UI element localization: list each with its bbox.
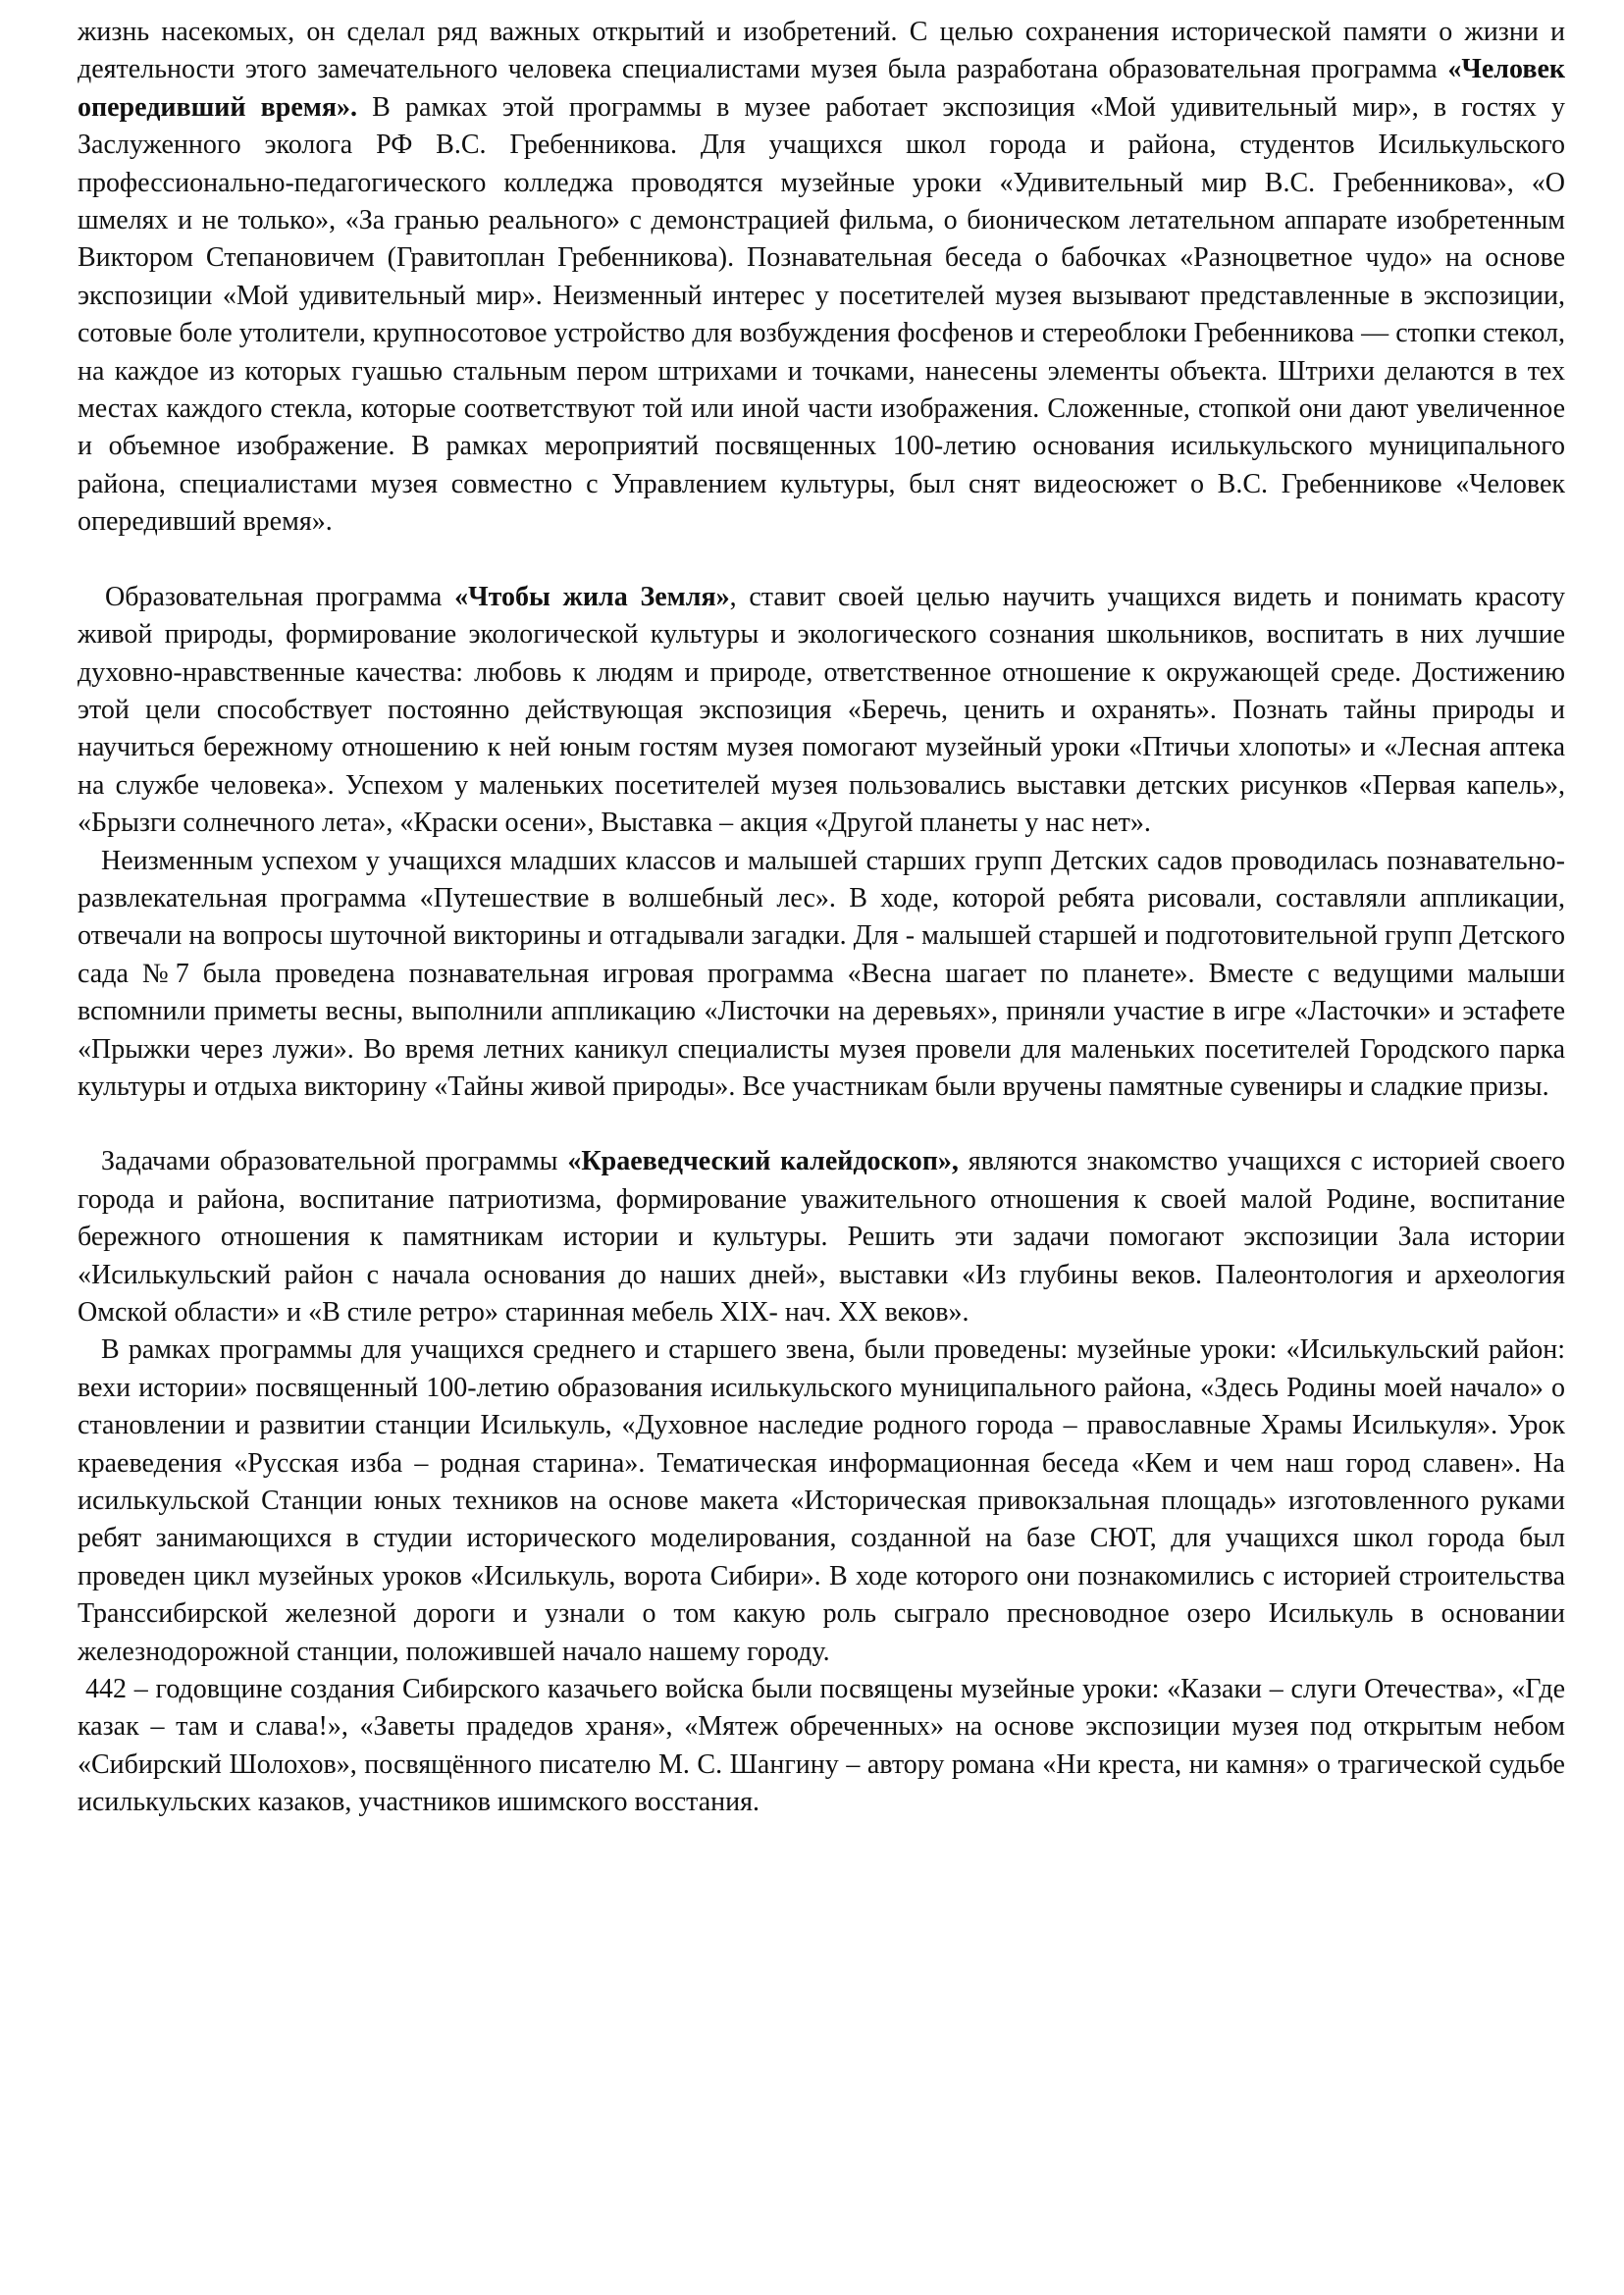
paragraph-puteshestvie: Неизменным успехом у учащихся младших классов и малышей старших групп Детских садов проводилась познавательно-развлекательная программа «Путешествие в волшебный лес». В ходе, которой ребята рисовали, составляли аппликации, отвечали на вопросы шуточной викторины и отгадывали загадки. Для - малышей старшей и подготовительной групп Детского сада №7 была проведена познавательная игровая программа «Весна шагает по планете». Вместе с ведущими малыши вспомнили приметы весны, выполнили аппликацию «Листочки на деревьях», приняли участие в игре «Ласточки» и эстафете «Прыжки через лужи». Во время летних каникул специалисты музея провели для маленьких посетителей Городского парка культуры и отдыха викторину «Тайны живой природы». Все участникам были вручены памятные сувениры и сладкие призы. bbox=[78, 845, 1565, 1102]
paragraph-gap bbox=[78, 1106, 1565, 1143]
paragraph-text: являются знакомство учащихся с историей своего города и района, воспитание патриотизма, формирование уважительного отношения к своей малой Родине, воспитание бережного отношения к памятникам истории и культуры. Решить эти задачи помогают экспозиции Зала истории «Исилькульский район с начала основания до наших дней», выставки «Из глубины веков. Палеонтология и археология Омской области» и «В стиле ретро» старинная мебель XIX- нач. XX веков». bbox=[78, 1146, 1565, 1328]
paragraph-kazaki: 442 – годовщине создания Сибирского казачьего войска были посвящены музейные уроки: «Казаки – слуги Отечества», «Где казак – там и слава!», «Заветы прадедов храня», «Мятеж обреченных» на основе экспозиции музея под открытым небом «Сибирский Шолохов», посвящённого писателю М. С. Шангину – автору романа «Ни креста, ни камня» о трагической судьбе исилькульских казаков, участников ишимского восстания. bbox=[78, 1674, 1565, 1818]
paragraph-kraevedcheskiy bbox=[78, 1143, 1565, 1331]
paragraph-zhila-zemlya bbox=[78, 579, 1565, 843]
program-title-bold: «Человек опередивший время». bbox=[78, 54, 1565, 123]
document-page bbox=[78, 14, 1565, 1822]
paragraph-text: В рамках этой программы в музее работает экспозиция «Мой удивительный мир», в гостях у Заслуженного эколога РФ В.С. Гребенникова. Для учащихся школ города и района, студентов Исилькульского профессионально-педагогического колледжа проводятся музейные уроки «Удивительный мир В.С. Гребенникова», «О шмелях и не только», «За гранью реального» с демонстрацией фильма, о бионическом летательном аппарате изобретенным Виктором Степановичем (Гравитоплан Гребенникова). Познавательная беседа о бабочках «Разноцветное чудо» на основе экспозиции «Мой удивительный мир». Неизменный интерес у посетителей музея вызывают представленные в экспозиции, сотовые боле утолители, крупносотовое устройство для возбуждения фосфенов и стереоблоки Гребенникова — стопки стекол, на каждое из которых гуашью стальным пером штрихами и точками, нанесены элементы объекта. Штрихи делаются в тех местах каждого стекла, которые соответствуют той или иной части изображения. Сложенные, стопкой они дают увеличенное и объемное изображение. В рамках мероприятий посвященных 100-летию основания исилькульского муниципального района, специалистами музея совместно с Управлением культуры, был снят видеосюжет о В.С. Гребенникове «Человек опередивший время». bbox=[78, 91, 1565, 538]
paragraph-text: жизнь насекомых, он сделал ряд важных открытий и изобретений. С целью сохранения исторической памяти о жизни и деятельности этого замечательного человека специалистами музея была разработана образовательная программа bbox=[78, 17, 1565, 85]
program-title-bold: «Чтобы жила Земля» bbox=[454, 581, 730, 612]
paragraph-uroki-istorii: В рамках программы для учащихся среднего и старшего звена, были проведены: музейные уроки: «Исилькульский район: вехи истории» посвященный 100-летию образования исилькульского муниципального района, «Здесь Родины моей начало» о становлении и развитии станции Исилькуль, «Духовное наследие родного города – православные Храмы Исилькуля». Урок краеведения «Русская изба – родная старина». Тематическая информационная беседа «Кем и чем наш город славен». На исилькульской Станции юных техников на основе макета «Историческая привокзальная площадь» изготовленного руками ребят занимающихся в студии исторического моделирования, созданной на базе СЮТ, для учащихся школ города был проведен цикл музейных уроков «Исилькуль, ворота Сибири». В ходе которого они познакомились с историей строительства Транссибирской железной дороги и узнали о том какую роль сыграло пресноводное озеро Исилькуль в основании железнодорожной станции, положившей начало нашему городу. bbox=[78, 1334, 1565, 1667]
paragraph-text: , ставит своей целью научить учащихся видеть и понимать красоту живой природы, формирование экологической культуры и экологического сознания школьников, воспитать в них лучшие духовно-нравственные качества: любовь к людям и природе, ответственное отношение к окружающей среде. Достижению этой цели способствует постоянно действующая экспозиция «Беречь, ценить и охранять». Познать тайны природы и научиться бережному отношению к ней юным гостям музея помогают музейный уроки «Птичьи хлопоты» и «Лесная аптека на службе человека». Успехом у маленьких посетителей музея пользовались выставки детских рисунков «Первая капель», «Брызги солнечного лета», «Краски осени», Выставка – акция «Другой планеты у нас нет». bbox=[78, 581, 1565, 839]
program-title-bold: «Краеведческий калейдоскоп», bbox=[567, 1146, 959, 1177]
paragraph-grebennikov bbox=[78, 14, 1565, 542]
paragraph-text: Задачами образовательной программы bbox=[101, 1146, 568, 1177]
paragraph-gap bbox=[78, 542, 1565, 579]
paragraph-text: Образовательная программа bbox=[105, 581, 455, 612]
